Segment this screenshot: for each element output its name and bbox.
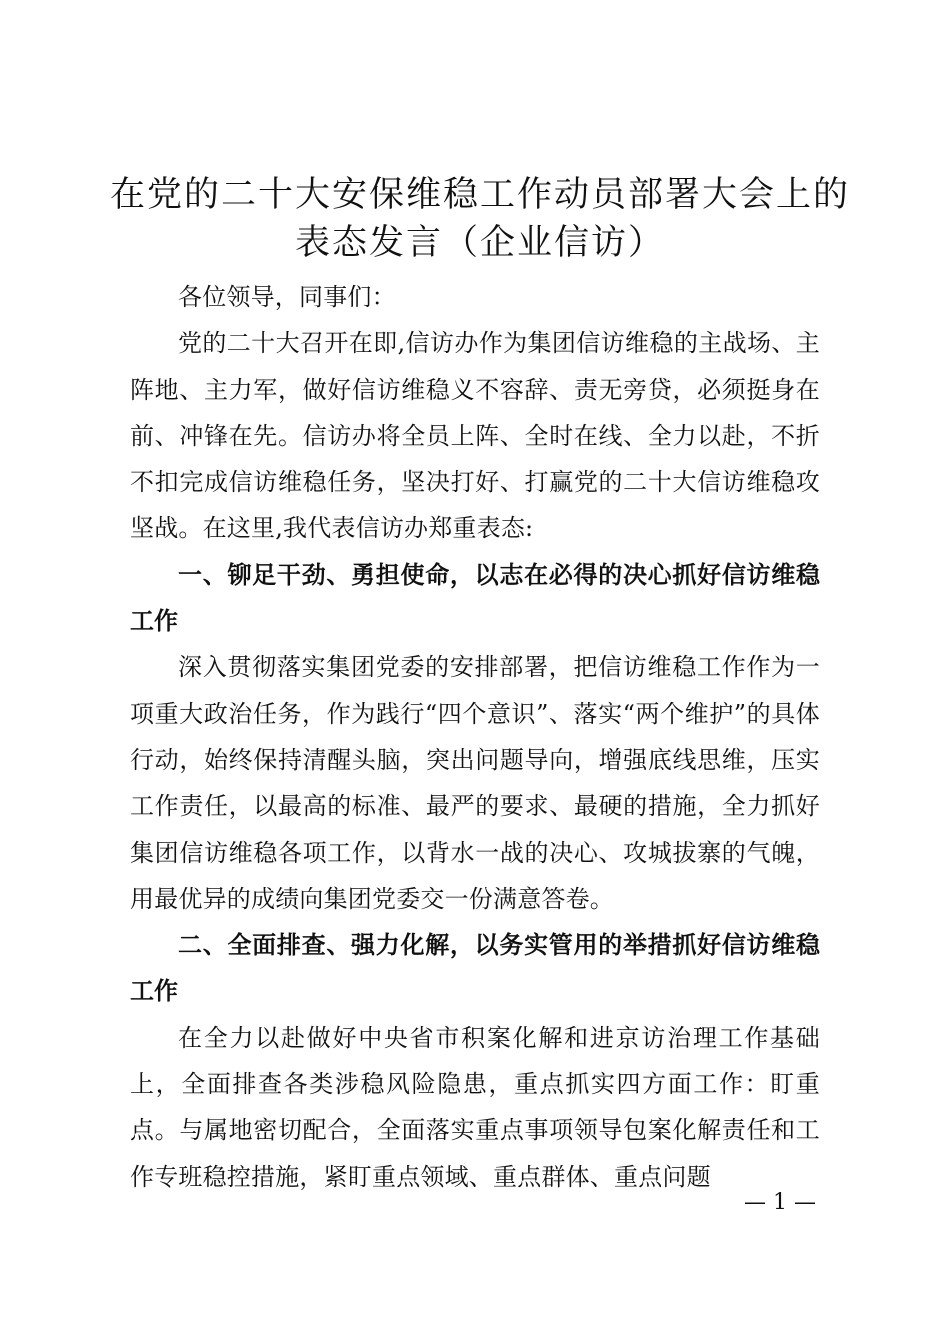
salutation: 各位领导，同事们： bbox=[178, 283, 396, 311]
section-2-paragraph: 在全力以赴做好中央省市积案化解和进京访治理工作基础上，全面排查各类涉稳风险隐患，重点抓实四方面工作：盯重点。与属地密切配合，全面落实重点事项领导包案化解责任和工作专班稳控措施，紧盯重点领域、重点群体、重点问题 bbox=[130, 1023, 820, 1191]
document-title-line-1: 在党的二十大安保维稳工作动员部署大会上的 bbox=[110, 175, 851, 215]
section-1-paragraph: 深入贯彻落实集团党委的安排部署，把信访维稳工作作为一项重大政治任务，作为践行“四个意识”、落实“两个维护”的具体行动，始终保持清醒头脑，突出问题导向，增强底线思维，压实工作责任，以最高的标准、最严的要求、最硬的措施，全力抓好集团信访维稳各项工作，以背水一战的决心、攻城拔寨的气魄，用最优异的成绩向集团党委交一份满意答卷。 bbox=[130, 653, 820, 913]
document-title-line-2: 表态发言（企业信访） bbox=[294, 223, 665, 263]
document-body bbox=[130, 274, 820, 1200]
intro-paragraph: 党的二十大召开在即,信访办作为集团信访维稳的主战场、主阵地、主力军，做好信访维稳义不容辞、责无旁贷，必须挺身在前、冲锋在先。信访办将全员上阵、全时在线、全力以赴，不折不扣完成信访维稳任务，坚决打好、打赢党的二十大信访维稳攻坚战。在这里,我代表信访办郑重表态: bbox=[130, 329, 820, 543]
page-number: — 1 — bbox=[744, 1190, 816, 1215]
section-1-heading: 一、铆足干劲、勇担使命，以志在必得的决心抓好信访维稳工作 bbox=[130, 560, 820, 636]
section-2-heading: 二、全面排查、强力化解，以务实管用的举措抓好信访维稳工作 bbox=[130, 931, 820, 1006]
